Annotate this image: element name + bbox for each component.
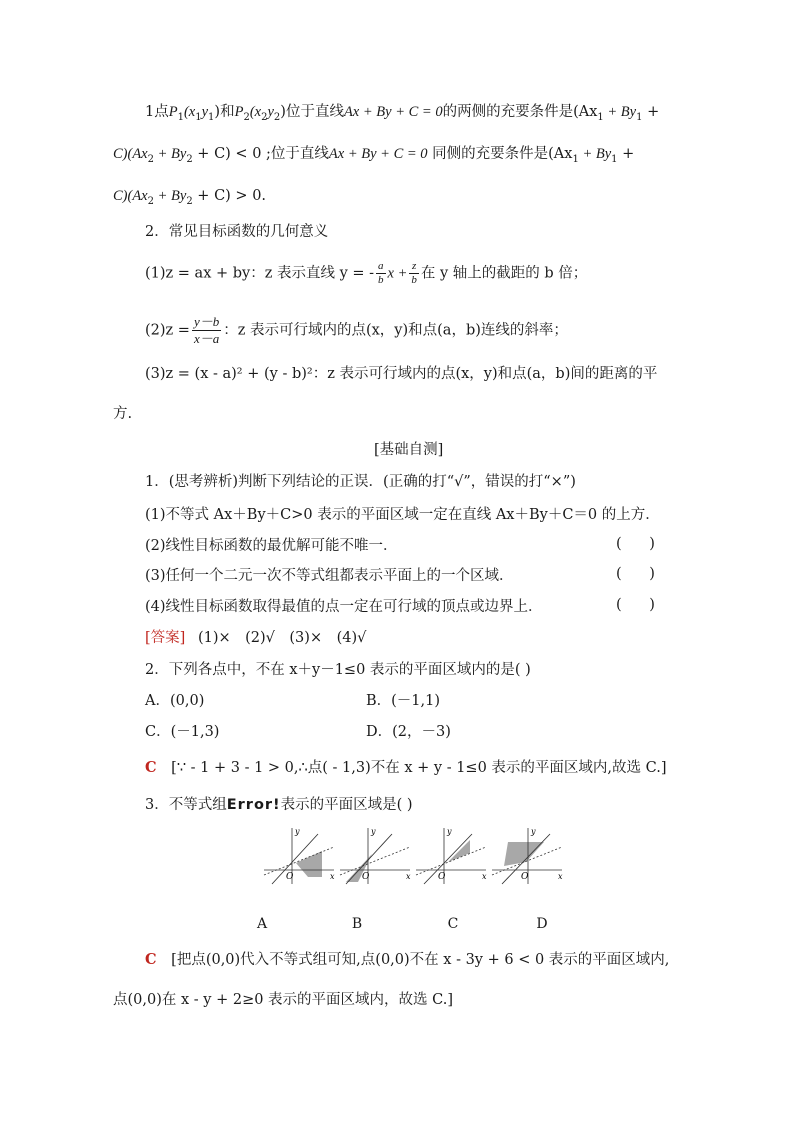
dashed-line — [264, 847, 334, 875]
text: (x — [249, 104, 262, 120]
text: x + — [387, 265, 408, 282]
origin-label: O — [521, 872, 529, 882]
x-label: x — [482, 872, 487, 881]
figure-c — [414, 826, 488, 886]
denominator: b — [411, 274, 417, 286]
text: ) — [214, 104, 221, 120]
text: 在 y 轴上的截距的 b 倍； — [420, 265, 588, 282]
text: + By — [603, 104, 637, 120]
subscript: 2 — [147, 195, 154, 207]
paragraph-line-3 — [113, 186, 266, 212]
text: (2)z = — [145, 322, 190, 339]
answer-paren: ( ) — [616, 597, 655, 613]
fraction-z-over-b — [409, 260, 419, 287]
text: P — [168, 104, 178, 120]
answer-explanation: [∵ - 1 + 3 - 1 > 0,∴点( - 1,3)不在 x + y - 1≤0 表示的平面区域内,故选 C.] — [171, 760, 667, 776]
q2-option-b: B．(－1,1) — [366, 693, 441, 709]
denominator: x－a — [193, 331, 220, 346]
q1-statement-2: (2)线性目标函数的最优解可能不唯一． — [145, 538, 398, 554]
solid-line — [424, 834, 472, 884]
subscript: 2 — [243, 111, 250, 123]
answer-text: (1)× (2)√ (3)× (4)√ — [197, 630, 367, 646]
text: P — [234, 104, 244, 120]
numerator: z — [409, 260, 419, 274]
figure-label-a: A — [256, 916, 268, 932]
item-3-line-1: (3)z = (x - a)² + (y - b)²：z 表示可行域内的点(x，y)和点(a，b)间的距离的平 — [145, 366, 658, 382]
shaded-region — [296, 851, 322, 877]
x-label: x — [330, 872, 335, 881]
numerator: a — [378, 260, 384, 272]
text: 表示的平面区域是( ) — [280, 797, 413, 813]
subscript: 2 — [147, 153, 154, 165]
figure-b — [338, 826, 412, 886]
subscript: 2 — [186, 153, 193, 165]
q3-answer-line-1 — [145, 950, 669, 970]
figure-label-d: D — [536, 916, 548, 932]
subscript: 2 — [186, 195, 193, 207]
y-label: y — [447, 827, 452, 836]
subscript: 1 — [572, 153, 579, 165]
x-label: x — [558, 872, 563, 881]
text: 位于直线 — [285, 104, 344, 120]
dashed-line — [416, 847, 486, 875]
text: C)(Ax — [113, 188, 148, 204]
answer-explanation: [把点(0,0)代入不等式组可知,点(0,0)不在 x - 3y + 6 < 0 表示的平面区域内, — [171, 952, 670, 968]
text: ) — [280, 104, 286, 120]
equation: Ax + By + C = 0 — [328, 146, 428, 162]
answer-tag: [答案] — [145, 630, 186, 646]
answer-letter: C — [145, 951, 157, 968]
text: 同侧的充要条件是(Ax — [427, 146, 573, 162]
text: 的两侧的充要条件是(Ax — [442, 104, 598, 120]
subscript: 1 — [597, 111, 604, 123]
text: ：z 表示可行域内的点(x，y)和点(a，b)连线的斜率； — [223, 322, 568, 339]
dashed-line — [340, 847, 410, 875]
answer-letter: C — [145, 759, 157, 776]
text: 1点 — [145, 104, 169, 120]
text: + By — [578, 146, 612, 162]
denominator: b — [378, 274, 384, 286]
text: (1)z = ax + by：z 表示直线 y = - — [145, 265, 375, 282]
figure-d — [490, 826, 564, 886]
text: y — [201, 104, 209, 120]
equation: Ax + By + C = 0 — [343, 104, 443, 120]
q3-stem — [145, 795, 413, 815]
text: + C) < 0 ;位于直线 — [192, 146, 329, 162]
error-field: Error! — [226, 797, 281, 813]
q1-stem: 1．(思考辨析)判断下列结论的正误．(正确的打“√”，错误的打“×”) — [145, 474, 576, 490]
text: C)(Ax — [113, 146, 148, 162]
text: (x — [183, 104, 196, 120]
q2-option-d: D．(2，－3) — [366, 724, 451, 740]
q1-statement-1: (1)不等式 Ax＋By＋C>0 表示的平面区域一定在直线 Ax＋By＋C＝0 的上方． — [145, 507, 660, 523]
q2-option-c: C．(－1,3) — [145, 724, 220, 740]
text: + By — [154, 188, 187, 204]
text: + By — [154, 146, 187, 162]
q2-answer — [145, 758, 666, 778]
figure-label-b: B — [351, 916, 363, 932]
q2-option-a: A．(0,0) — [145, 693, 205, 709]
y-label: y — [531, 827, 536, 836]
q1-statement-3: (3)任何一个二元一次不等式组都表示平面上的一个区域． — [145, 568, 514, 584]
text: 和 — [220, 104, 235, 120]
paragraph-line-2 — [113, 144, 634, 170]
q3-answer-line-2: 点(0,0)在 x - y + 2≥0 表示的平面区域内，故选 C.] — [113, 992, 453, 1008]
item-2 — [145, 314, 568, 347]
text: + — [617, 146, 635, 162]
text: + — [642, 104, 660, 120]
figure-a — [262, 826, 336, 886]
selftest-title: [基础自测] — [374, 442, 444, 458]
shaded-region — [504, 842, 544, 866]
y-label: y — [371, 827, 376, 836]
answer-paren: ( ) — [616, 536, 655, 552]
q1-statement-4: (4)线性目标函数取得最值的点一定在可行域的顶点或边界上． — [145, 599, 543, 615]
paragraph-line-1: 1点$P_1(x_1y_1)$和$P_2(x_2y_2)$位于直线Ax + By + C = 0的两侧的充要条件是($Ax_1 + By_1$ + — [145, 104, 660, 123]
numerator: y－b — [193, 314, 220, 329]
text: + C) > 0. — [192, 188, 267, 204]
q2-stem: 2．下列各点中，不在 x＋y－1≤0 表示的平面区域内的是( ) — [145, 662, 531, 678]
section-heading: 2．常见目标函数的几何意义 — [145, 224, 329, 240]
item-3-line-2: 方. — [113, 406, 133, 422]
text: 3．不等式组 — [145, 797, 227, 813]
q1-answer — [145, 628, 366, 648]
shaded-region — [448, 840, 470, 862]
text: y — [267, 104, 274, 120]
fraction-slope — [192, 314, 221, 347]
origin-label: O — [438, 872, 446, 882]
figure-label-c: C — [447, 916, 459, 932]
fraction-a-over-b — [376, 260, 386, 287]
x-label: x — [406, 872, 411, 881]
y-label: y — [295, 827, 300, 836]
origin-label: O — [362, 872, 370, 882]
subscript: 1 — [636, 111, 643, 123]
item-1 — [145, 260, 587, 287]
subscript: 1 — [611, 153, 618, 165]
answer-paren: ( ) — [616, 566, 655, 582]
origin-label: O — [286, 872, 294, 882]
subscript: 1 — [177, 111, 184, 123]
